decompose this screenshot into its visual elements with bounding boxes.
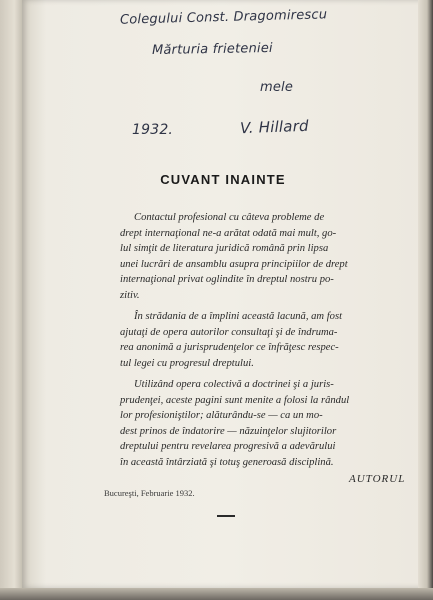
text-line: zitiv.	[120, 289, 140, 301]
text-line: în această întârziată şi totuş generoasă disciplină.	[120, 456, 334, 468]
section-heading: CUVANT INAINTE	[160, 172, 286, 187]
text-line: dest prinos de îndatorire — năzuinţelor slujitorilor	[120, 425, 337, 437]
inscription-year: 1932.	[132, 122, 174, 138]
signature: V. Hillard	[239, 116, 310, 138]
text-line: tul legei cu progresul dreptului.	[120, 357, 254, 369]
text-line: În strădania de a împlini această lacună, am fost	[134, 311, 343, 322]
text-line: Utilizând opera colectivă a doctrinei şi a juris-	[134, 379, 334, 390]
book-page	[22, 0, 424, 588]
author-label: AUTORUL	[349, 473, 406, 485]
previous-page-edge	[0, 0, 24, 600]
text-line: lor profesioniştilor; alăturându-se — ca un mo-	[120, 410, 323, 421]
text-line: dreptului pentru revelarea progresivă a adevărului	[120, 441, 336, 452]
text-line: internaţional privat oglindite în dreptul nostru po-	[120, 274, 334, 285]
text-line: unei lucrări de ansamblu asupra principiilor de drept	[120, 258, 348, 270]
page-edge	[418, 0, 433, 600]
closing-rule	[217, 515, 235, 517]
text-line: rea anonimă a jurisprudenţelor ce înfrăţesc respec-	[120, 342, 339, 353]
paragraph-2	[120, 309, 420, 371]
inscription-line-1: Colegului Const. Dragomirescu	[119, 7, 328, 28]
text-line: lul simţit de literatura juridică română prin lipsa	[120, 243, 329, 254]
text-line: prudenţei, aceste pagini sunt menite a folosi la rândul	[120, 394, 350, 406]
text-line: drept internaţional ne-a arătat odată mai mult, go-	[120, 227, 337, 239]
place-date: Bucureşti, Februarie 1932.	[104, 488, 195, 498]
inscription-line-2: Mărturia frieteniei	[151, 40, 273, 59]
paragraph-1	[120, 210, 420, 303]
text-line: Contactul profesional cu câteva probleme de	[134, 212, 325, 223]
table-surface	[0, 588, 433, 600]
paragraph-3	[120, 377, 420, 470]
text-line: ajutaţi de opera autorilor consultaţi şi de îndruma-	[120, 326, 338, 338]
inscription-line-3: mele	[260, 80, 294, 95]
